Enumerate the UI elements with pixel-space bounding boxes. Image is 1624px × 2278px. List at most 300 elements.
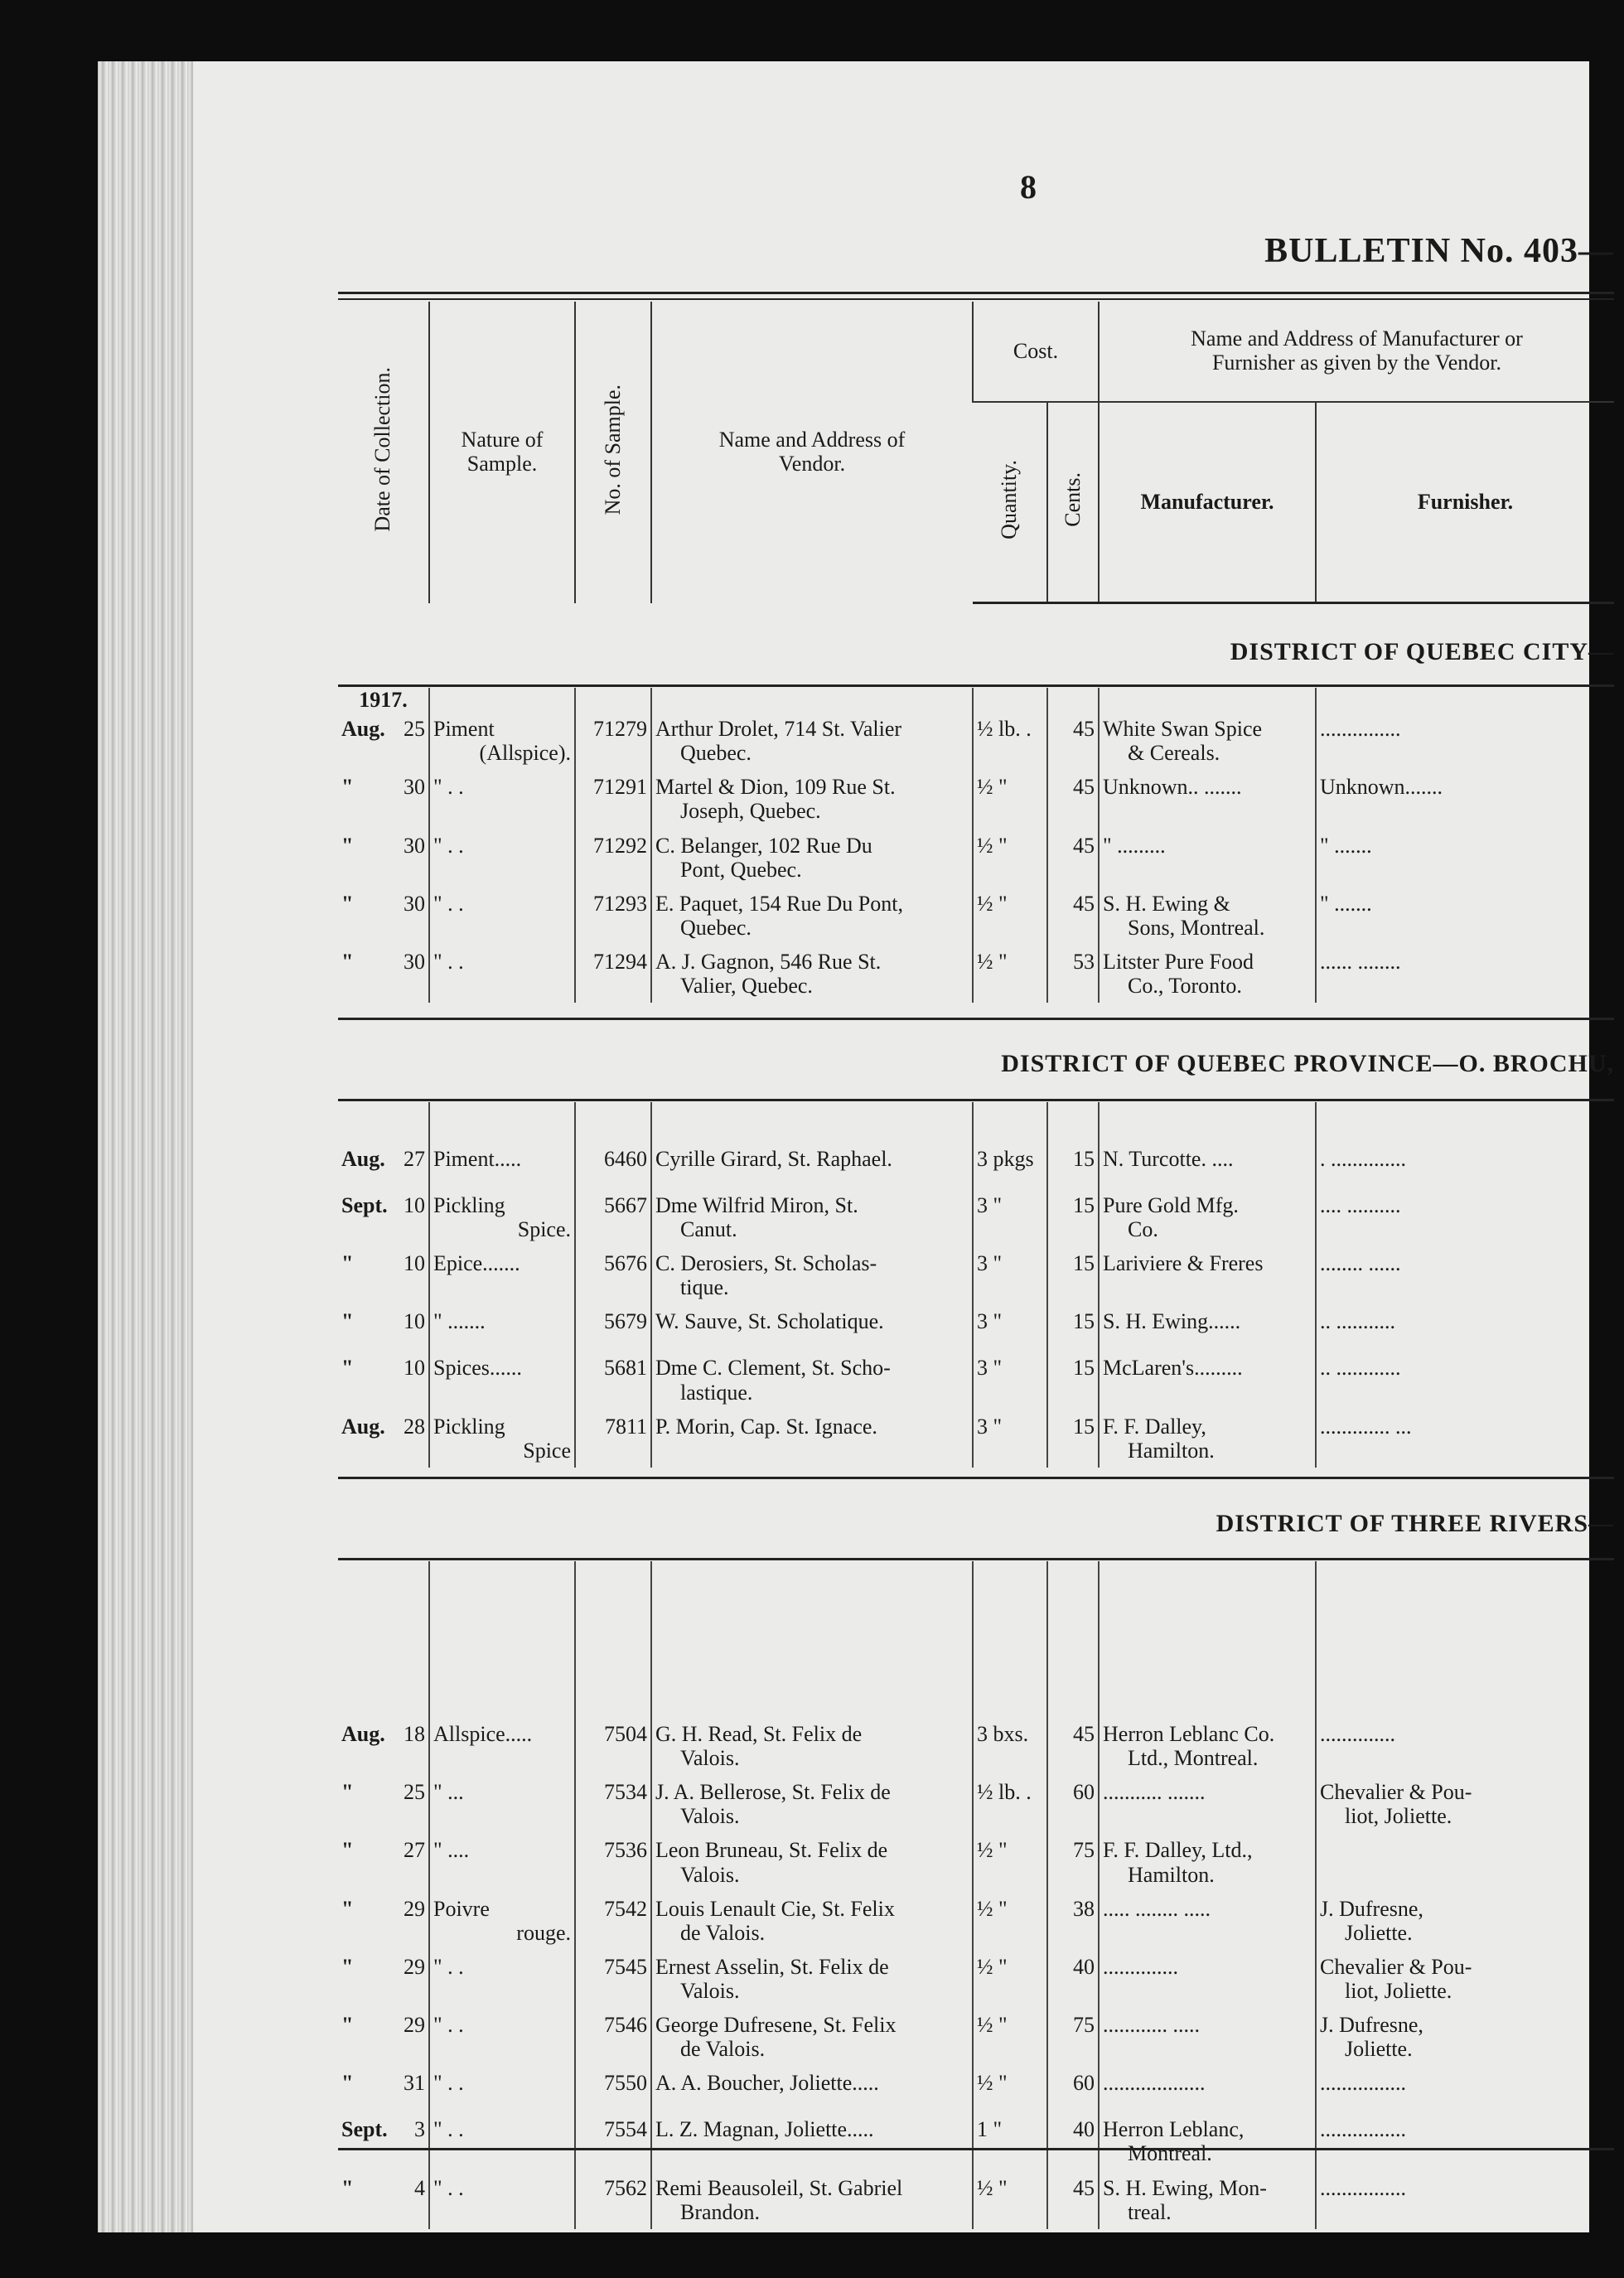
district-rule: [338, 1477, 1614, 1479]
cell-day: 28: [404, 1414, 425, 1439]
cell-nature-line1: Epice.......: [433, 1251, 520, 1276]
cell-furnisher: [1316, 1950, 1614, 2008]
district-title-quebec-province: DISTRICT OF QUEBEC PROVINCE—O. BROCHU,: [1001, 1050, 1614, 1077]
cell-vendor: [651, 1142, 973, 1188]
cell-day: 10: [404, 1251, 425, 1276]
table-row: [338, 1410, 1614, 1468]
cell-manufacturer-line1: ........... .......: [1103, 1780, 1206, 1805]
spacer-cell: [1099, 688, 1316, 712]
cell-manufacturer-line1: ............ .....: [1103, 2013, 1200, 2038]
cell-furnisher: [1316, 1775, 1614, 1833]
cell-furnisher: [1316, 2171, 1614, 2229]
cell-furnisher-line2: Joliette.: [1345, 2037, 1413, 2062]
table-row: [338, 712, 1614, 770]
cell-sample-no-value: 5681: [604, 1356, 647, 1381]
cell-vendor: [651, 1351, 973, 1409]
column-header-table: [338, 302, 1614, 604]
cell-furnisher: [1316, 2008, 1614, 2066]
cell-quantity-value: ½ ": [977, 2175, 1008, 2200]
cell-furnisher: [1316, 829, 1614, 887]
cell-sample-no: [575, 1892, 651, 1950]
cell-manufacturer: [1099, 829, 1316, 887]
cell-furnisher-line2: liot, Joliette.: [1345, 1804, 1452, 1829]
cell-furnisher: [1316, 770, 1614, 828]
cell-cents: [1047, 1892, 1099, 1950]
cell-quantity: [973, 1304, 1047, 1351]
cell-furnisher-line1: Unknown.......: [1320, 775, 1443, 800]
spacer-cell: [1316, 688, 1614, 712]
spacer-row: [338, 688, 1614, 712]
year-label: 1917.: [359, 688, 408, 712]
cell-nature-line1: " . .: [433, 2013, 464, 2038]
cell-cents: [1047, 2171, 1099, 2229]
document-page: [98, 61, 1614, 2232]
table-row: [338, 2171, 1614, 2229]
page-number: 8: [1020, 168, 1037, 206]
cell-manufacturer: [1099, 2171, 1316, 2229]
cell-manufacturer: [1099, 2066, 1316, 2112]
cell-nature-line1: " ...: [433, 1780, 464, 1805]
cell-quantity-value: ½ ": [977, 2071, 1008, 2096]
cell-nature-line1: " . .: [433, 833, 464, 858]
cell-manufacturer-line2: Sons, Montreal.: [1128, 915, 1265, 940]
spacer-cell: [651, 1561, 973, 1717]
cell-sample-no: [575, 1246, 651, 1304]
cell-furnisher-line1: .... ..........: [1320, 1193, 1401, 1217]
cell-manufacturer-line1: Herron Leblanc,: [1103, 2117, 1245, 2142]
spacer-cell: [575, 1102, 651, 1142]
cell-manufacturer: [1099, 1775, 1316, 1833]
cell-vendor-line2: Quebec.: [680, 915, 752, 940]
cell-furnisher-line1: .. ...........: [1320, 1309, 1395, 1334]
cell-quantity-value: ½ ": [977, 1954, 1008, 1979]
cell-vendor: [651, 770, 973, 828]
cell-sample-no-value: 5667: [604, 1193, 647, 1217]
cell-vendor: [651, 1188, 973, 1246]
district-table-quebec-city: [338, 688, 1614, 1003]
spacer-row: [338, 1102, 1614, 1142]
cell-month: Sept.: [341, 2117, 388, 2142]
spacer-cell: [575, 1561, 651, 1717]
cell-nature-line1: Spices......: [433, 1356, 522, 1381]
cell-nature: [429, 829, 575, 887]
cell-sample-no: [575, 1351, 651, 1409]
cell-vendor-line2: Valois.: [680, 1746, 740, 1771]
cell-nature-line1: " ....: [433, 1838, 470, 1863]
table-bottom-rule: [338, 2148, 1614, 2150]
cell-day: 3: [414, 2117, 425, 2142]
cell-quantity-value: 3 ": [977, 1414, 1003, 1439]
cell-date: [338, 1775, 429, 1833]
cell-nature: [429, 2112, 575, 2170]
cell-month: ": [341, 949, 354, 974]
spacer-cell: [1099, 1102, 1316, 1142]
cell-manufacturer-line1: F. F. Dalley,: [1103, 1414, 1206, 1439]
table-row: [338, 945, 1614, 1003]
cell-sample-no-value: 7562: [604, 2175, 647, 2200]
cell-sample-no-value: 71279: [593, 717, 647, 742]
cell-manufacturer: [1099, 1717, 1316, 1775]
cell-cents-value: 75: [1073, 1838, 1095, 1863]
spacer-cell: [338, 1561, 429, 1717]
cell-month: ": [341, 1896, 354, 1921]
cell-furnisher-line1: " .......: [1320, 833, 1372, 858]
cell-nature-line1: " . .: [433, 1954, 464, 1979]
cell-furnisher-line1: Chevalier & Pou-: [1320, 1780, 1472, 1805]
cell-quantity: [973, 1892, 1047, 1950]
cell-month: ": [341, 775, 354, 800]
cell-quantity-value: ½ ": [977, 2013, 1008, 2038]
cell-sample-no-value: 7811: [604, 1414, 647, 1439]
cell-cents: [1047, 2112, 1099, 2170]
cell-quantity: [973, 1410, 1047, 1468]
cell-furnisher: [1316, 1717, 1614, 1775]
cell-nature-line1: Piment: [433, 717, 495, 742]
district-rule: [338, 1018, 1614, 1020]
cell-furnisher-line1: ............. ...: [1320, 1414, 1412, 1439]
cell-quantity: [973, 1351, 1047, 1409]
table-row: [338, 829, 1614, 887]
table-row: [338, 1833, 1614, 1891]
cell-quantity: [973, 1833, 1047, 1891]
cell-nature: [429, 1950, 575, 2008]
header-manufacturer: Manufacturer.: [1099, 402, 1316, 603]
cell-vendor-line1: Leon Bruneau, St. Felix de: [655, 1838, 888, 1863]
cell-vendor-line2: Brandon.: [680, 2199, 761, 2224]
cell-vendor-line1: C. Belanger, 102 Rue Du: [655, 833, 872, 858]
district-title-quebec-city: DISTRICT OF QUEBEC CITY—: [1230, 638, 1614, 665]
cell-manufacturer-line2: Montreal.: [1128, 2141, 1212, 2166]
cell-date: [338, 2008, 429, 2066]
spacer-cell: [1099, 1561, 1316, 1717]
cell-vendor: [651, 1833, 973, 1891]
cell-quantity-value: 3 pkgs: [977, 1147, 1034, 1171]
cell-furnisher-line1: J. Dufresne,: [1320, 2013, 1423, 2038]
cell-quantity: [973, 1188, 1047, 1246]
cell-cents: [1047, 1775, 1099, 1833]
cell-manufacturer-line2: Co., Toronto.: [1128, 974, 1242, 999]
cell-quantity: [973, 1142, 1047, 1188]
cell-sample-no-value: 71291: [593, 775, 647, 800]
cell-manufacturer-line2: treal.: [1128, 2199, 1172, 2224]
cell-quantity-value: ½ ": [977, 891, 1008, 916]
cell-day: 30: [404, 891, 425, 916]
cell-month: Aug.: [341, 717, 385, 742]
cell-cents: [1047, 1950, 1099, 2008]
cell-manufacturer-line1: Pure Gold Mfg.: [1103, 1193, 1239, 1217]
cell-cents: [1047, 829, 1099, 887]
district-title-three-rivers: DISTRICT OF THREE RIVERS—: [1216, 1510, 1614, 1537]
cell-quantity-value: 3 bxs.: [977, 1722, 1029, 1746]
cell-vendor: [651, 1775, 973, 1833]
cell-nature-line1: " .......: [433, 1309, 486, 1334]
cell-vendor-line1: C. Derosiers, St. Scholas-: [655, 1251, 877, 1276]
cell-furnisher: [1316, 1833, 1614, 1891]
page-binding: [98, 61, 193, 2232]
cell-manufacturer-line2: Hamilton.: [1128, 1438, 1215, 1463]
table-row: [338, 1892, 1614, 1950]
cell-date: [338, 1717, 429, 1775]
spacer-cell: [973, 1102, 1047, 1142]
cell-quantity: [973, 2008, 1047, 2066]
cell-month: ": [341, 1954, 354, 1979]
cell-nature-line2: rouge.: [516, 1920, 571, 1945]
cell-day: 10: [404, 1193, 425, 1217]
cell-date: [338, 712, 429, 770]
table-row: [338, 887, 1614, 945]
cell-date: [338, 2112, 429, 2170]
cell-day: 25: [404, 717, 425, 742]
cell-nature: [429, 887, 575, 945]
spacer-cell: [1047, 1561, 1099, 1717]
cell-vendor-line1: J. A. Bellerose, St. Felix de: [655, 1780, 891, 1805]
cell-day: 29: [404, 1954, 425, 1979]
cell-sample-no: [575, 1950, 651, 2008]
cell-cents: [1047, 770, 1099, 828]
cell-date: [338, 945, 429, 1003]
cell-nature-line1: Allspice.....: [433, 1722, 533, 1746]
cell-manufacturer: [1099, 2008, 1316, 2066]
cell-sample-no: [575, 2171, 651, 2229]
cell-quantity: [973, 829, 1047, 887]
cell-cents: [1047, 1246, 1099, 1304]
cell-manufacturer-line1: S. H. Ewing &: [1103, 891, 1230, 916]
header-date-of-collection: Date of Collection.: [370, 367, 395, 532]
cell-manufacturer-line1: White Swan Spice: [1103, 717, 1263, 742]
cell-sample-no: [575, 887, 651, 945]
cell-furnisher: [1316, 2112, 1614, 2170]
cell-furnisher-line1: ........ ......: [1320, 1251, 1401, 1276]
cell-day: 27: [404, 1147, 425, 1171]
cell-vendor: [651, 1717, 973, 1775]
cell-vendor: [651, 945, 973, 1003]
cell-quantity-value: ½ ": [977, 1838, 1008, 1863]
cell-cents-value: 15: [1073, 1193, 1095, 1217]
cell-sample-no-value: 71294: [593, 949, 647, 974]
cell-manufacturer-line1: Lariviere & Freres: [1103, 1251, 1264, 1276]
district-rule: [338, 1558, 1614, 1560]
cell-sample-no: [575, 1410, 651, 1468]
cell-vendor: [651, 1410, 973, 1468]
spacer-cell: [973, 1561, 1047, 1717]
cell-manufacturer-line1: S. H. Ewing, Mon-: [1103, 2175, 1267, 2200]
cell-sample-no-value: 71292: [593, 833, 647, 858]
district-table-quebec-province: [338, 1102, 1614, 1468]
cell-vendor-line1: L. Z. Magnan, Joliette.....: [655, 2117, 874, 2142]
table-row: [338, 770, 1614, 828]
cell-quantity: [973, 887, 1047, 945]
cell-cents: [1047, 1304, 1099, 1351]
spacer-cell: [651, 1102, 973, 1142]
cell-manufacturer: [1099, 770, 1316, 828]
cell-date: [338, 1304, 429, 1351]
cell-sample-no: [575, 1717, 651, 1775]
cell-date: [338, 1246, 429, 1304]
cell-cents-value: 60: [1073, 2071, 1095, 2096]
cell-furnisher-line1: ................: [1320, 2071, 1406, 2096]
spacer-cell: [429, 688, 575, 712]
header-vendor: Name and Address of Vendor.: [651, 302, 973, 603]
cell-furnisher-line1: " .......: [1320, 891, 1372, 916]
cell-furnisher-line1: ...............: [1320, 717, 1401, 742]
cell-date: [338, 1950, 429, 2008]
cell-vendor: [651, 2112, 973, 2170]
header-cents: Cents.: [1047, 402, 1099, 603]
cell-vendor: [651, 1950, 973, 2008]
cell-manufacturer-line1: S. H. Ewing......: [1103, 1309, 1241, 1334]
cell-day: 29: [404, 1896, 425, 1921]
table-row: [338, 2112, 1614, 2170]
cell-furnisher: [1316, 2066, 1614, 2112]
cell-manufacturer: [1099, 2112, 1316, 2170]
cell-cents-value: 15: [1073, 1309, 1095, 1334]
spacer-cell: [973, 688, 1047, 712]
cell-sample-no: [575, 770, 651, 828]
cell-manufacturer-line1: Unknown.. .......: [1103, 775, 1242, 800]
cell-month: ": [341, 2175, 354, 2200]
header-nature-of-sample: Nature of Sample.: [429, 302, 575, 603]
cell-sample-no-value: 6460: [604, 1147, 647, 1171]
table-row: [338, 2066, 1614, 2112]
cell-vendor-line1: Cyrille Girard, St. Raphael.: [655, 1147, 892, 1171]
header-rule: [338, 292, 1614, 294]
cell-cents-value: 38: [1073, 1896, 1095, 1921]
cell-sample-no-value: 7542: [604, 1896, 647, 1921]
cell-sample-no: [575, 945, 651, 1003]
cell-vendor-line1: W. Sauve, St. Scholatique.: [655, 1309, 884, 1334]
cell-date: [338, 1351, 429, 1409]
cell-furnisher-line2: liot, Joliette.: [1345, 1978, 1452, 2003]
cell-sample-no: [575, 1833, 651, 1891]
spacer-cell: [1047, 1102, 1099, 1142]
table-row: [338, 2008, 1614, 2066]
cell-nature-line2: (Allspice).: [479, 741, 571, 766]
cell-nature: [429, 1833, 575, 1891]
table-row: [338, 1304, 1614, 1351]
cell-cents: [1047, 2066, 1099, 2112]
cell-vendor-line2: Valois.: [680, 1804, 740, 1829]
district-rule: [338, 684, 1614, 687]
cell-nature: [429, 1246, 575, 1304]
spacer-cell: [429, 1561, 575, 1717]
cell-sample-no: [575, 1775, 651, 1833]
cell-manufacturer: [1099, 1304, 1316, 1351]
cell-vendor-line1: Louis Lenault Cie, St. Felix: [655, 1896, 895, 1921]
cell-vendor-line1: Arthur Drolet, 714 St. Valier: [655, 717, 902, 742]
cell-nature-line1: " . .: [433, 2117, 464, 2142]
cell-manufacturer: [1099, 1142, 1316, 1188]
cell-manufacturer-line2: & Cereals.: [1128, 741, 1220, 766]
cell-nature-line1: " . .: [433, 949, 464, 974]
cell-nature: [429, 1142, 575, 1188]
cell-manufacturer-line2: Co.: [1128, 1217, 1158, 1242]
cell-date: [338, 2066, 429, 2112]
cell-cents: [1047, 712, 1099, 770]
header-cost: Cost.: [973, 302, 1099, 402]
cell-furnisher-line1: ................: [1320, 2175, 1406, 2200]
cell-nature-line1: " . .: [433, 2175, 464, 2200]
cell-sample-no-value: 7536: [604, 1838, 647, 1863]
cell-quantity: [973, 2112, 1047, 2170]
cell-nature: [429, 1351, 575, 1409]
cell-manufacturer-line2: Ltd., Montreal.: [1128, 1746, 1259, 1771]
cell-vendor-line1: Dme Wilfrid Miron, St.: [655, 1193, 858, 1217]
spacer-cell: [429, 1102, 575, 1142]
cell-sample-no-value: 5676: [604, 1251, 647, 1276]
cell-vendor-line1: Martel & Dion, 109 Rue St.: [655, 775, 896, 800]
spacer-cell: [575, 688, 651, 712]
district-table-three-rivers: [338, 1561, 1614, 2229]
spacer-cell: [338, 1102, 429, 1142]
cell-nature-line1: Poivre: [433, 1896, 490, 1921]
cell-vendor-line1: Ernest Asselin, St. Felix de: [655, 1954, 889, 1979]
table-row: [338, 1717, 1614, 1775]
cell-vendor: [651, 1246, 973, 1304]
spacer-cell: [1316, 1561, 1614, 1717]
cell-month: ": [341, 1251, 354, 1276]
cell-month: ": [341, 2013, 354, 2038]
cell-vendor-line1: A. A. Boucher, Joliette.....: [655, 2071, 879, 2096]
cell-sample-no: [575, 1142, 651, 1188]
cell-nature-line2: Spice: [523, 1438, 571, 1463]
cell-manufacturer-line1: N. Turcotte. ....: [1103, 1147, 1234, 1171]
cell-sample-no: [575, 2066, 651, 2112]
cell-nature: [429, 2171, 575, 2229]
cell-nature: [429, 1775, 575, 1833]
cell-sample-no-value: 7545: [604, 1954, 647, 1979]
cell-date: [338, 1142, 429, 1188]
cell-cents-value: 45: [1073, 833, 1095, 858]
cell-day: 30: [404, 949, 425, 974]
cell-manufacturer-line1: ..............: [1103, 1954, 1178, 1979]
cell-furnisher: [1316, 712, 1614, 770]
header-manufacturer-furnisher-group: Name and Address of Manufacturer or Furnisher as given by the Vendor.: [1099, 302, 1614, 402]
cell-date: [338, 770, 429, 828]
cell-furnisher: [1316, 1304, 1614, 1351]
cell-vendor-line2: lastique.: [680, 1380, 753, 1405]
cell-sample-no: [575, 712, 651, 770]
cell-quantity-value: ½ lb. .: [977, 717, 1032, 742]
cell-manufacturer: [1099, 945, 1316, 1003]
cell-sample-no-value: 5679: [604, 1309, 647, 1334]
cell-quantity-value: ½ ": [977, 949, 1008, 974]
cell-nature: [429, 1892, 575, 1950]
cell-cents-value: 15: [1073, 1147, 1095, 1171]
header-sample-number: No. of Sample.: [575, 302, 651, 603]
cell-vendor-line1: George Dufresene, St. Felix: [655, 2013, 897, 2038]
cell-manufacturer-line1: F. F. Dalley, Ltd.,: [1103, 1838, 1253, 1863]
cell-quantity: [973, 2171, 1047, 2229]
cell-manufacturer: [1099, 887, 1316, 945]
cell-quantity-value: 3 ": [977, 1309, 1003, 1334]
cell-cents: [1047, 945, 1099, 1003]
cell-furnisher-line1: ................: [1320, 2117, 1406, 2142]
cell-vendor-line1: Remi Beausoleil, St. Gabriel: [655, 2175, 903, 2200]
cell-month: ": [341, 2071, 354, 2096]
cell-date: [338, 2171, 429, 2229]
cell-nature-line2: Spice.: [517, 1217, 571, 1242]
cell-nature-line1: " . .: [433, 891, 464, 916]
cell-sample-no: [575, 1188, 651, 1246]
cell-date: [338, 1833, 429, 1891]
cell-quantity: [973, 770, 1047, 828]
cell-date: [338, 1892, 429, 1950]
cell-month: ": [341, 833, 354, 858]
cell-vendor-line2: Valois.: [680, 1862, 740, 1887]
cell-nature: [429, 770, 575, 828]
cell-cents: [1047, 1833, 1099, 1891]
cell-day: 29: [404, 2013, 425, 2038]
